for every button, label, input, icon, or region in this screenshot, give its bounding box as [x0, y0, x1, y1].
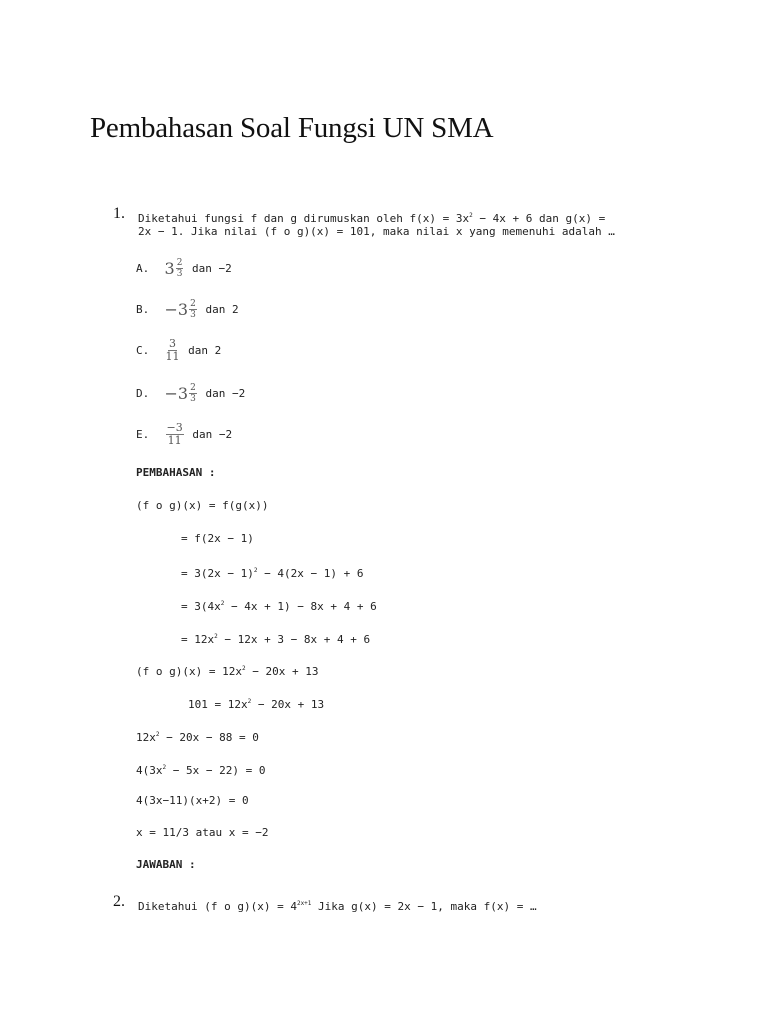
jawaban-label: JAWABAN : [136, 858, 196, 871]
question-1-line-2: 2x − 1. Jika nilai (f o g)(x) = 101, maka nilai x yang memenuhi adalah … [138, 225, 615, 238]
question-1-line-1: Diketahui fungsi f dan g dirumuskan oleh $f(x) = 3x^2 - 4x + 6$ dan g(x) = [138, 212, 606, 225]
option-d: D. − 3 $\frac{2}{3}$ dan −2 [136, 382, 246, 404]
page-title: Pembahasan Soal Fungsi UN SMA [90, 112, 494, 144]
question-number: 1. [113, 205, 125, 222]
step-line: = $3(4x^2 - 4x + 1) - 8x + 4 + 6$ [181, 600, 377, 613]
step-line: = $3(2x - 1)^2 - 4(2x - 1) + 6$ [181, 567, 364, 580]
step-line: = f(2x − 1) [181, 532, 254, 545]
step-line: (f o g)(x) = f(g(x)) [136, 499, 269, 512]
step-line: $12x^2 - 20x - 88 = 0$ [136, 731, 259, 744]
question-2-text: Diketahui (f o $g)(x) = 4^{2x+1}$ Jika g(x) = 2x − 1, maka f(x) = … [138, 900, 537, 913]
option-a: A. 3 $\frac{2}{3}$ dan −2 [136, 257, 232, 279]
step-line: x = 11/3 atau x = −2 [136, 826, 269, 839]
step-line: = $12x^2 - 12x + 3 - 8x + 4 + 6$ [181, 633, 371, 646]
pembahasan-label: PEMBAHASAN : [136, 466, 216, 479]
step-line: 4(3x−11)(x+2) = 0 [136, 794, 249, 807]
question-number: 2. [113, 893, 125, 910]
step-line: (f o $g)(x) = 12x^2 - 20x + 13$ [136, 665, 319, 678]
option-e: E. $\frac{-3}{11}$ dan −2 [136, 420, 233, 447]
step-line: $101 = 12x^2 - 20x + 13$ [188, 698, 325, 711]
option-b: B. − 3 $\frac{2}{3}$ dan 2 [136, 298, 239, 320]
step-line: $4(3x^2 - 5x - 22) = 0$ [136, 764, 266, 777]
option-c: C. $\frac{3}{11}$ dan 2 [136, 336, 222, 363]
